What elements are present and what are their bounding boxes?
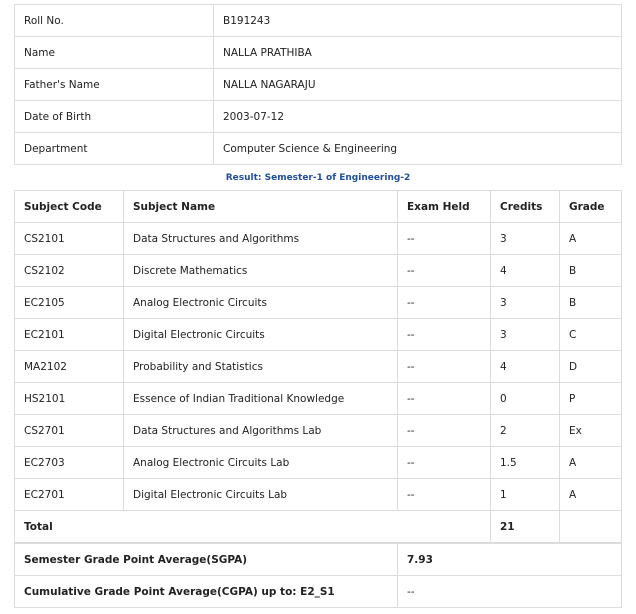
subject-name-cell: Digital Electronic Circuits Lab [124,479,398,511]
subject-name-cell: Discrete Mathematics [124,255,398,287]
grade-row [15,415,622,447]
grade-row [15,479,622,511]
subject-code-cell: EC2701 [15,479,124,511]
total-row [15,511,622,543]
subject-name-cell: Data Structures and Algorithms Lab [124,415,398,447]
summary-table [14,543,622,608]
student-info-row [15,5,622,37]
grade-row [15,447,622,479]
grade-cell: Ex [560,415,622,447]
grade-cell: P [560,383,622,415]
subject-code-cell: CS2701 [15,415,124,447]
subject-name-cell: Analog Electronic Circuits [124,287,398,319]
grade-row [15,255,622,287]
subject-name-cell: Analog Electronic Circuits Lab [124,447,398,479]
grade-row [15,383,622,415]
subject-code-cell: EC2703 [15,447,124,479]
exam-held-cell: -- [398,223,491,255]
exam-held-cell: -- [398,479,491,511]
grades-body [15,223,622,511]
credits-cell: 3 [491,223,560,255]
subject-name-cell: Data Structures and Algorithms [124,223,398,255]
cgpa-row [15,576,622,608]
grade-cell: A [560,447,622,479]
result-page [14,4,622,608]
subject-name-cell: Digital Electronic Circuits [124,319,398,351]
grade-cell: B [560,287,622,319]
subject-code-cell: MA2102 [15,351,124,383]
credits-cell: 4 [491,351,560,383]
grade-cell: A [560,223,622,255]
sgpa-row [15,544,622,576]
student-info-row [15,37,622,69]
info-value: Computer Science & Engineering [214,133,622,165]
header-subject-code: Subject Code [15,191,124,223]
credits-cell: 3 [491,287,560,319]
grade-row [15,223,622,255]
grade-cell: A [560,479,622,511]
grade-row [15,351,622,383]
info-value: 2003-07-12 [214,101,622,133]
header-exam-held: Exam Held [398,191,491,223]
exam-held-cell: -- [398,319,491,351]
exam-held-cell: -- [398,287,491,319]
subject-code-cell: CS2102 [15,255,124,287]
grade-cell: C [560,319,622,351]
credits-cell: 1 [491,479,560,511]
info-value: NALLA NAGARAJU [214,69,622,101]
total-grade-empty [560,511,622,543]
grades-header-row [15,191,622,223]
info-label: Name [15,37,214,69]
credits-cell: 1.5 [491,447,560,479]
info-label: Father's Name [15,69,214,101]
header-credits: Credits [491,191,560,223]
student-info-row [15,133,622,165]
subject-name-cell: Probability and Statistics [124,351,398,383]
info-label: Department [15,133,214,165]
credits-cell: 2 [491,415,560,447]
subject-code-cell: EC2105 [15,287,124,319]
info-label: Date of Birth [15,101,214,133]
student-info-row [15,69,622,101]
exam-held-cell: -- [398,383,491,415]
sgpa-label: Semester Grade Point Average(SGPA) [15,544,398,576]
info-label: Roll No. [15,5,214,37]
cgpa-label: Cumulative Grade Point Average(CGPA) up to: E2_S1 [15,576,398,608]
credits-cell: 0 [491,383,560,415]
subject-code-cell: HS2101 [15,383,124,415]
subject-code-cell: CS2101 [15,223,124,255]
exam-held-cell: -- [398,351,491,383]
result-title: Result: Semester-1 of Engineering-2 [225,173,411,183]
exam-held-cell: -- [398,447,491,479]
total-credits: 21 [491,511,560,543]
subject-name-cell: Essence of Indian Traditional Knowledge [124,383,398,415]
grades-table [14,190,622,543]
info-value: NALLA PRATHIBA [214,37,622,69]
student-info-table [14,4,622,165]
credits-cell: 4 [491,255,560,287]
sgpa-value: 7.93 [398,544,622,576]
grade-row [15,287,622,319]
student-info-row [15,101,622,133]
credits-cell: 3 [491,319,560,351]
grade-row [15,319,622,351]
total-label: Total [15,511,491,543]
grade-cell: B [560,255,622,287]
exam-held-cell: -- [398,415,491,447]
header-subject-name: Subject Name [124,191,398,223]
header-grade: Grade [560,191,622,223]
info-value: B191243 [214,5,622,37]
grade-cell: D [560,351,622,383]
exam-held-cell: -- [398,255,491,287]
cgpa-value: -- [398,576,622,608]
subject-code-cell: EC2101 [15,319,124,351]
student-info-body [15,5,622,165]
